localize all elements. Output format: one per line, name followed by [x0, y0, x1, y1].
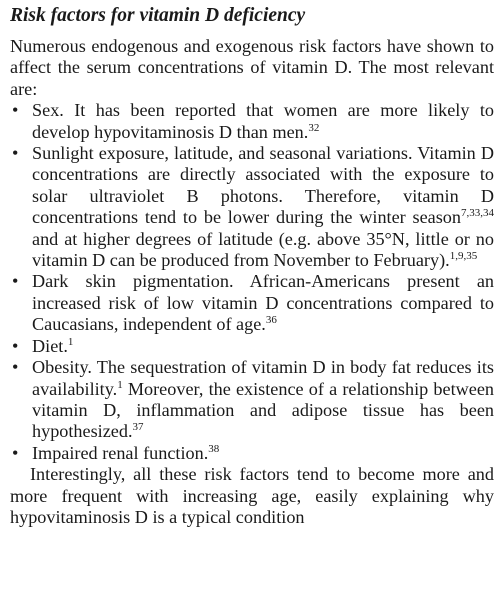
closing-paragraph: Interestingly, all these risk factors tend to become more and more frequent with increasing age, easily explaining why hypovitaminosis D is a typical condition — [10, 464, 494, 527]
risk-factor-item — [10, 336, 494, 357]
bullet-icon: • — [12, 357, 19, 378]
risk-factor-list — [10, 100, 494, 464]
citation-reference: 7,33,34 — [461, 207, 494, 220]
risk-factor-item — [10, 357, 494, 443]
risk-factor-text: Impaired renal function. — [32, 442, 209, 463]
citation-reference: 1 — [117, 378, 123, 391]
risk-factor-item — [10, 271, 494, 335]
risk-factor-text: Dark skin pigmentation. African-Americans present an increased risk of low vitamin D concentrations compared to Caucasians, independent of age. — [32, 271, 494, 335]
risk-factor-text: Sex. It has been reported that women are more likely to develop hypovitaminosis D than men. — [32, 100, 494, 142]
citation-reference: 1 — [67, 335, 74, 348]
section-heading: Risk factors for vitamin D deficiency — [10, 5, 306, 26]
risk-factor-text: Sunlight exposure, latitude, and seasonal variations. Vitamin D concentrations are directly associated with the exposure to solar ultraviolet B photons. Therefore, vitamin D concentrations tend to be lower during the winter season — [32, 143, 494, 228]
citation-reference: 36 — [265, 314, 277, 327]
bullet-icon: • — [12, 271, 19, 292]
bullet-icon: • — [12, 335, 19, 356]
citation-reference: 32 — [308, 121, 320, 134]
risk-factor-text: Diet. — [32, 335, 68, 356]
citation-reference: 1,9,35 — [449, 250, 478, 262]
risk-factor-text: and at higher degrees of latitude (e.g. above 35°N, little or no vitamin D can be produced from November to February). — [32, 228, 494, 271]
bullet-icon: • — [12, 442, 19, 463]
citation-reference: 38 — [208, 442, 220, 455]
risk-factor-text: Obesity. The sequestration of vitamin D in body fat reduces its availability. — [32, 357, 494, 399]
citation-reference: 37 — [132, 421, 144, 434]
bullet-icon: • — [12, 100, 19, 121]
risk-factor-text: Moreover, the existence of a relationship between vitamin D, inflammation and adipose tissue has been hypothesized. — [32, 378, 494, 442]
risk-factor-item — [10, 100, 494, 143]
intro-paragraph: Numerous endogenous and exogenous risk factors have shown to affect the serum concentrations of vitamin D. The most relevant are: — [10, 36, 494, 99]
risk-factor-item — [10, 143, 494, 271]
bullet-icon: • — [12, 143, 19, 164]
risk-factor-item — [10, 443, 494, 464]
